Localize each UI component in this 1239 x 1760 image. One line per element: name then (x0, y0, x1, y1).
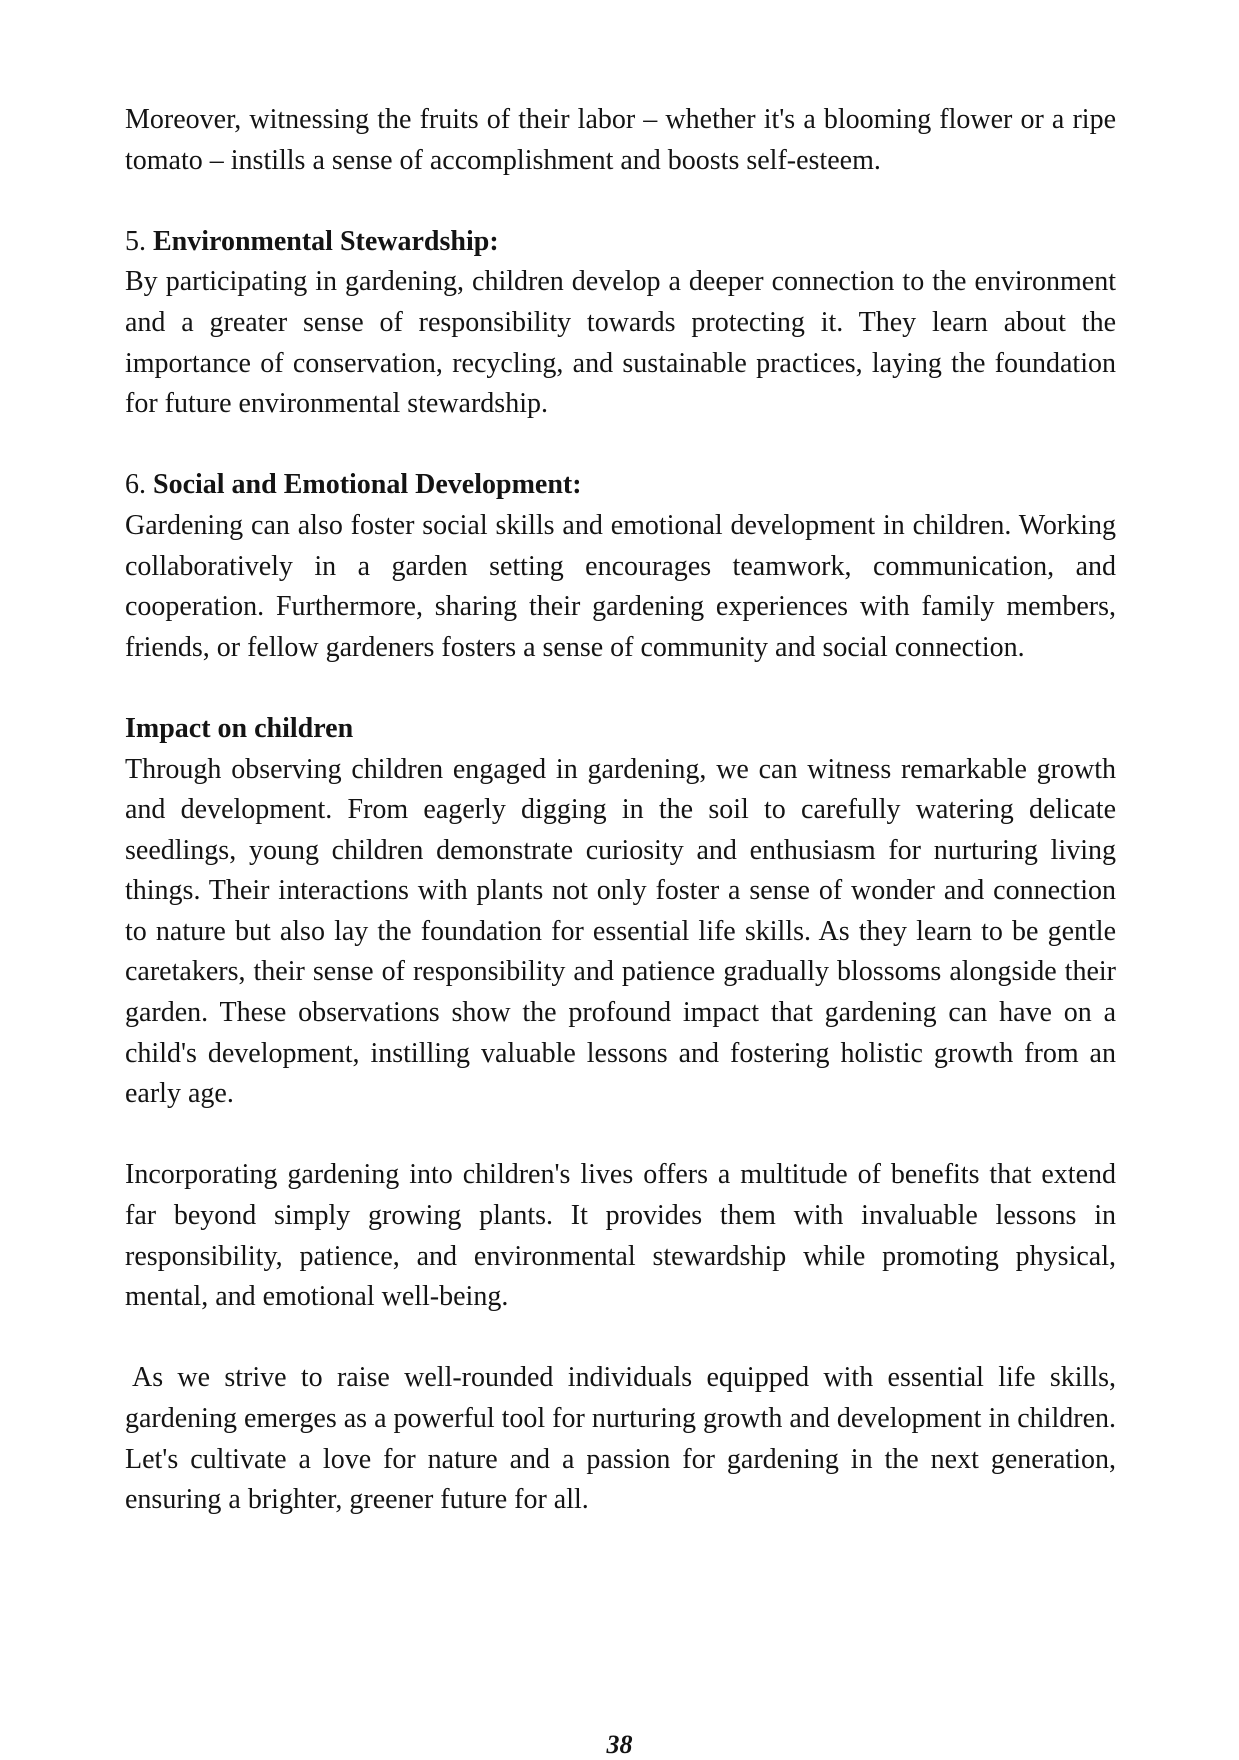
section-6-number: 6. (125, 469, 146, 501)
impact-heading: Impact on children (125, 712, 354, 744)
page-number: 38 (606, 1730, 633, 1759)
conclusion-paragraph-1: Incorporating gardening into children's lives offers a multitude of benefits that extend far beyond simply growing plants. It provides them with invaluable lessons in responsibility, patience, and environmental stewardship while promoting physical, mental, and emotional well-being. (125, 1159, 1116, 1313)
section-5-body: By participating in gardening, children develop a deeper connection to the environment and a greater sense of responsibility towards protecting it. They learn about the importance of conservation, recycling, and sustainable practices, laying the foundation for future environmental stewardship. (125, 266, 1116, 420)
spacer (125, 1115, 1116, 1156)
section-6-heading (125, 465, 1116, 506)
spacer (125, 425, 1116, 466)
document-page (125, 100, 1116, 1521)
intro-paragraph: Moreover, witnessing the fruits of their labor – whether it's a blooming flower or a ripe tomato – instills a sense of accomplishment and boosts self-esteem. (125, 104, 1116, 176)
section-5-title: Environmental Stewardship: (153, 225, 499, 257)
spacer (125, 668, 1116, 709)
section-5-number: 5. (125, 225, 146, 257)
spacer (125, 1318, 1116, 1359)
conclusion-paragraph-2: As we strive to raise well-rounded individuals equipped with essential life skills, gardening emerges as a powerful tool for nurturing growth and development in children. Let's cultivate a love for nature and a passion for gardening in the next generation, ensuring a brighter, greener future for all. (125, 1362, 1116, 1516)
section-5-heading (125, 222, 1116, 263)
spacer (125, 181, 1116, 222)
section-6-body: Gardening can also foster social skills and emotional development in children. Working collaboratively in a garden setting encourages teamwork, communication, and cooperation. Furthermore, sharing their gardening experiences with family members, friends, or fellow gardeners fosters a sense of community and social connection. (125, 509, 1116, 663)
section-6-title: Social and Emotional Development: (153, 469, 582, 501)
impact-body: Through observing children engaged in gardening, we can witness remarkable growth and development. From eagerly digging in the soil to carefully watering delicate seedlings, young children demonstrate curiosity and enthusiasm for nurturing living things. Their interactions with plants not only foster a sense of wonder and connection to nature but also lay the foundation for essential life skills. As they learn to be gentle caretakers, their sense of responsibility and patience gradually blossoms alongside their garden. These observations show the profound impact that gardening can have on a child's development, instilling valuable lessons and fostering holistic growth from an early age. (125, 753, 1116, 1110)
